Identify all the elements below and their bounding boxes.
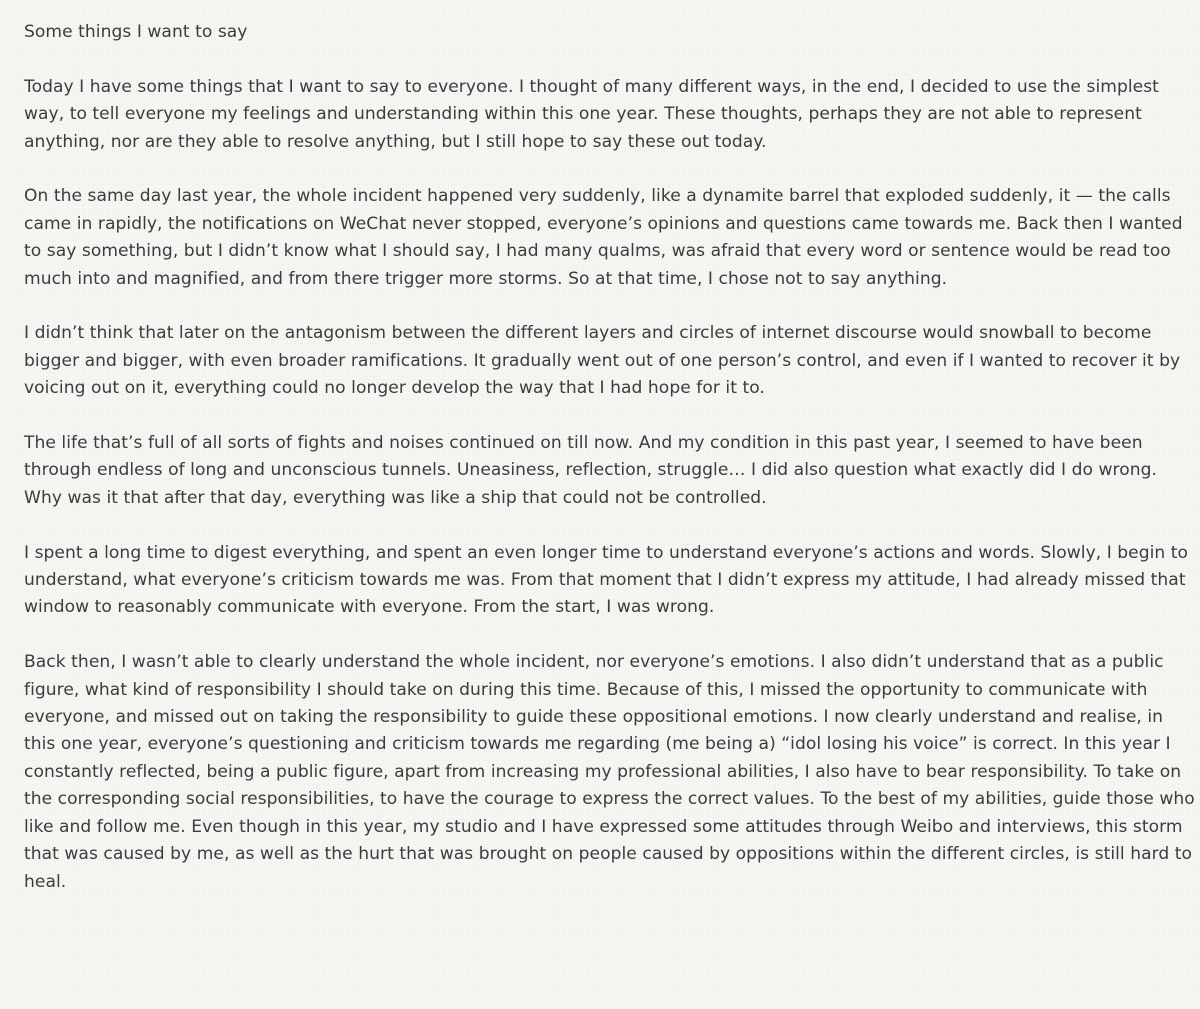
document-page [24,19,1196,896]
paragraph-4: The life that’s full of all sorts of fights and noises continued on till now. And my condition in this past year, I seemed to have been through endless of long and unconscious tunnels. Uneasiness, reflection, struggle… I did also question what exactly did I do wrong. Why was it that after that day, everything was like a ship that could not be controlled. [24,433,1158,508]
paragraph-2: On the same day last year, the whole incident happened very suddenly, like a dynamite barrel that exploded suddenly, it — the calls came in rapidly, the notifications on WeChat never stopped, everyone’s opinions and questions came towards me. Back then I wanted to say something, but I didn’t know what I should say, I had many qualms, was afraid that every word or sentence would be read too much into and magnified, and from there trigger more storms. So at that time, I chose not to say anything. [24,186,1183,289]
paragraph-3: I didn’t think that later on the antagonism between the different layers and circles of internet discourse would snowball to become bigger and bigger, with even broader ramifications. It gradually went out of one person’s control, and even if I wanted to recover it by voicing out on it, everything could no longer develop the way that I had hope for it to. [24,323,1181,399]
paragraph-1: Today I have some things that I want to say to everyone. I thought of many different ways, in the end, I decided to use the simplest way, to tell everyone my feelings and understanding within this one year. These thoughts, perhaps they are not able to represent anything, nor are they able to resolve anything, but I still hope to say these out today. [24,76,1159,152]
paragraph-6: Back then, I wasn’t able to clearly understand the whole incident, nor everyone’s emotions. I also didn’t understand that as a public figure, what kind of responsibility I should take on during this time. Because of this, I missed the opportunity to communicate with everyone, and missed out on taking the responsibility to guide these oppositional emotions. I now clearly understand and realise, in this one year, everyone’s questioning and criticism towards me regarding (me being a) “idol losing his voice” is correct. In this year I constantly reflected, being a public figure, apart from increasing my professional abilities, I also have to bear responsibility. To take on the corresponding social responsibilities, to have the courage to express the correct values. To the best of my abilities, guide those who like and follow me. Even though in this year, my studio and I have expressed some attitudes through Weibo and interviews, this storm that was caused by me, as well as the hurt that was brought on people caused by oppositions within the different circles, is still hard to heal. [24,652,1195,892]
paragraph-5: I spent a long time to digest everything, and spent an even longer time to understand everyone’s actions and words. Slowly, I begin to understand, what everyone’s criticism towards me was. From that moment that I didn’t express my attitude, I had already missed that window to reasonably communicate with everyone. From the start, I was wrong. [24,542,1189,618]
document-title: Some things I want to say [24,22,248,42]
